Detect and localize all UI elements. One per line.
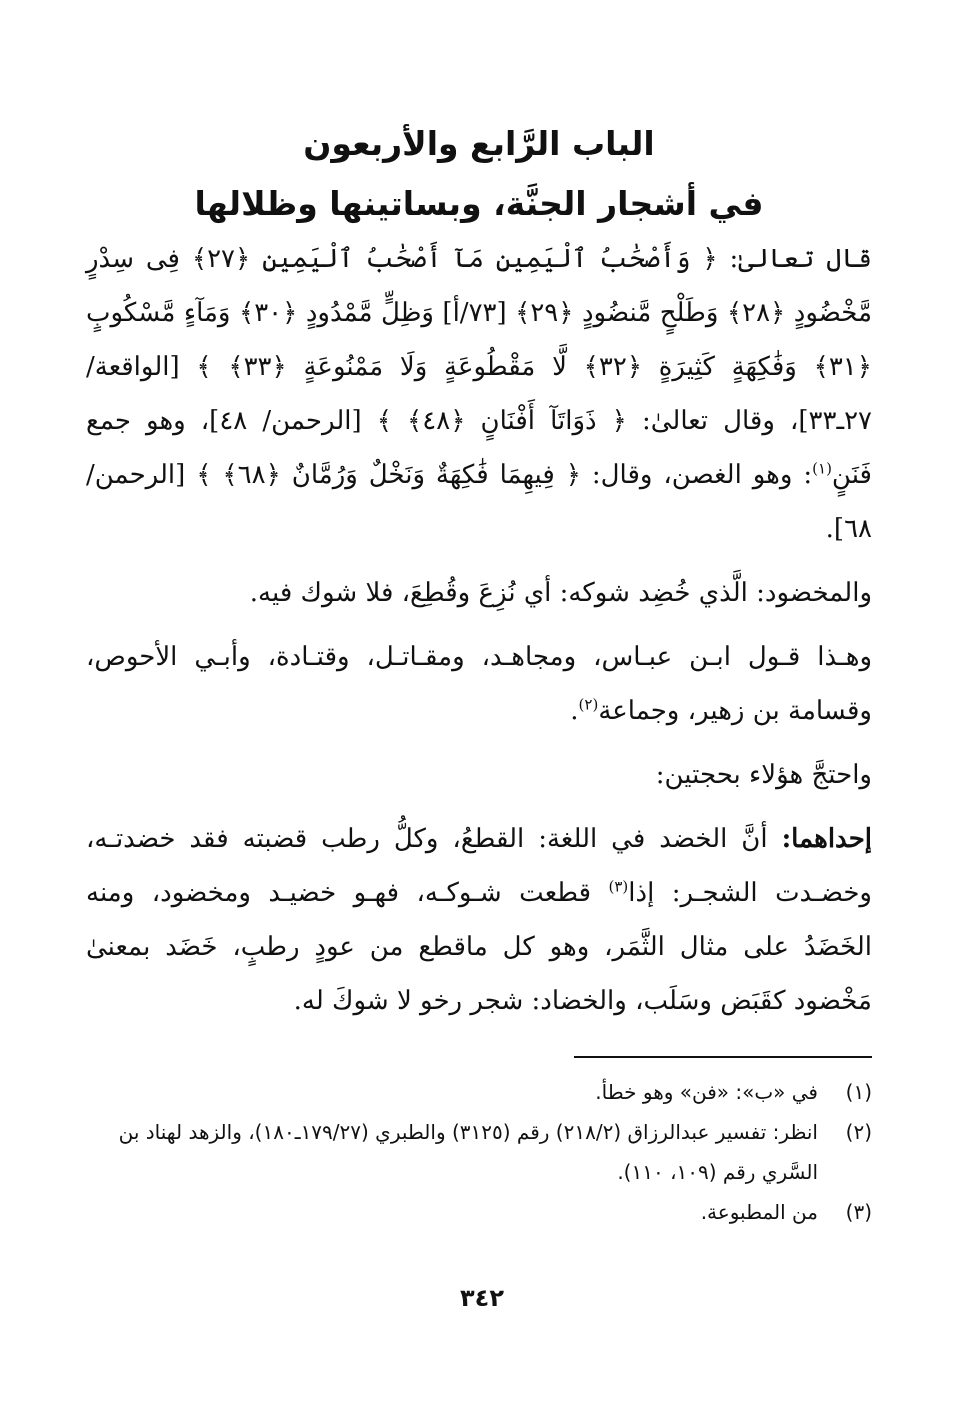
chapter-title: الباب الرَّابع والأربعون (303, 124, 655, 163)
footnote-ref-1[interactable]: (١) (812, 459, 832, 478)
footnote-number: (١) (845, 1080, 872, 1104)
paragraph-text: أنَّ الخضد في اللغة: القطعُ، وكلُّ رطب قضبته فقد خضدتـه، وخضـدت الشجـر: إذا (86, 824, 872, 908)
paragraph-lead: إحداهما: (781, 824, 872, 854)
chapter-subtitle: في أشجار الجنَّة، وبساتينها وظلالها (194, 184, 764, 223)
paragraph-text: قطعت شـوكـه، فهـو خضيـد ومخضود، ومنه الخَضَدُ على مثال الثَّمَر، وهو كل ماقطع من عودٍ رطبٍ، خَضَد بمعنىٰ مَخْضود كقَبَض وسَلَب، والخضاد: شجر رخو لا شوكَ له. (86, 878, 872, 1016)
paragraph-attribution (86, 630, 872, 738)
paragraph-arguments-intro: واحتجَّ هؤلاء بحجتين: (655, 760, 872, 790)
footnote-ref-2[interactable]: (٢) (578, 695, 599, 714)
footnote-text: في «ب»: «فن» وهو خطأ. (595, 1080, 818, 1104)
paragraph-text: . (570, 696, 579, 726)
footnote-ref-3[interactable]: (٣) (608, 877, 629, 896)
footnotes (86, 1072, 872, 1232)
footnote-number: (٣) (845, 1200, 872, 1224)
footnote-number: (٢) (845, 1120, 872, 1144)
paragraph-text: قال تعالىٰ: ﴿ وَأَصْحَٰبُ ٱلْيَمِينِ مَآ أَصْحَٰبُ ٱلْيَمِينِ ﴿٢٧﴾ فِى سِدْرٍ مَّخْضُودٍ ﴿٢٨﴾ وَطَلْحٍ مَّنضُودٍ ﴿٢٩﴾ [٧٣/أ] وَظِلٍّ مَّمْدُودٍ ﴿٣٠﴾ وَمَآءٍ مَّسْكُوبٍ ﴿٣١﴾ وَفَٰكِهَةٍ كَثِيرَةٍ ﴿٣٢﴾ لَّا مَقْطُوعَةٍ وَلَا مَمْنُوعَةٍ ﴿٣٣﴾ ﴾ [الواقعة/ ٢٧ـ٣٣]، وقال تعالىٰ: ﴿ ذَوَاتَآ أَفْنَانٍ ﴿٤٨﴾ ﴾ [الرحمن/ ٤٨]، وهو جمع فَنَنٍ (86, 244, 873, 490)
footnote-item (86, 1072, 872, 1112)
paragraph-text: : وهو الغصن، وقال: ﴿ فِيهِمَا فَٰكِهَةٌ وَنَخْلٌ وَرُمَّانٌ ﴿٦٨﴾ ﴾ [الرحمن/ ٦٨]. (86, 460, 872, 544)
page-number: ٣٤٢ (460, 1284, 504, 1312)
footnote-text: انظر: تفسير عبدالرزاق (٢١٨/٢) رقم (٣١٢٥) والطبري (١٧٩/٢٧ـ١٨٠)، والزهد لهناد بن السَّري رقم (١٠٩، ١١٠). (118, 1120, 818, 1184)
footnote-text: من المطبوعة. (700, 1200, 818, 1224)
footnote-item (86, 1192, 872, 1232)
paragraph-definition: والمخضود: الَّذي خُضِد شوكه: أي نُزِعَ وقُطِعَ، فلا شوك فيه. (249, 578, 872, 608)
paragraph-text: وهـذا قـول ابـن عبـاس، ومجاهـد، ومقـاتـل، وقتـادة، وأبـي الأحوص، وقسامة بن زهير، وجماعة (86, 642, 872, 726)
paragraph-first-argument (86, 812, 872, 1028)
paragraph-quran-verses (86, 232, 872, 556)
footnote-divider (574, 1056, 872, 1058)
footnote-item (86, 1112, 872, 1192)
